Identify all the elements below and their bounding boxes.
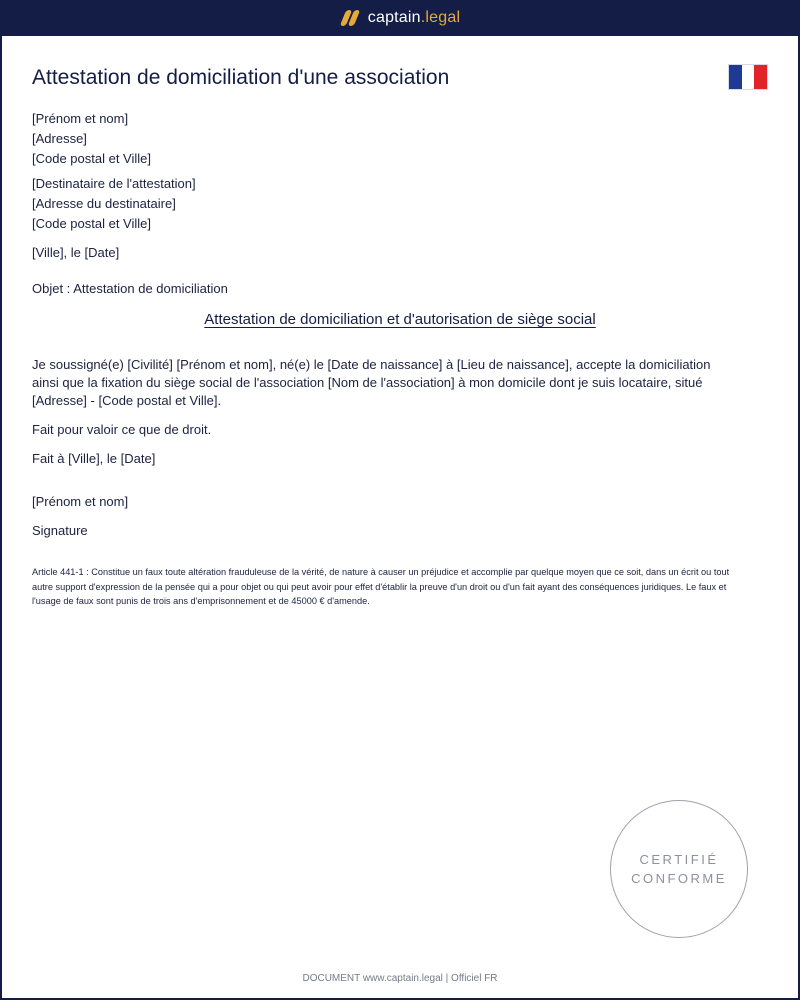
signer-name: [Prénom et nom]	[32, 494, 129, 509]
recipient-city: [Code postal et Ville]	[32, 216, 151, 231]
france-flag-icon	[729, 65, 767, 89]
stamp-line-2: CONFORME	[631, 871, 727, 886]
brand-name-suffix: .legal	[420, 9, 461, 26]
certified-stamp	[610, 800, 748, 938]
signature-label: Signature	[32, 523, 88, 538]
sender-address: [Adresse]	[32, 131, 87, 146]
object-line: Objet : Attestation de domiciliation	[32, 281, 228, 296]
sender-city: [Code postal et Ville]	[32, 151, 151, 166]
legal-notice: Article 441-1 : Constitue un faux toute altération frauduleuse de la vérité, de nature à causer un préjudice et accomplie par quelque moyen que ce soit, dans un écrit ou tout autre support d'expression de la pensée qui a pour objet ou qui peut avoir pour effet d'établir la preuve d'un droit ou d'un fait ayant des conséquences juridiques. Le faux et l'usage de faux sont punis de trois ans d'emprisonnement et de 45000 € d'amende.	[32, 567, 730, 606]
closing-line: Fait pour valoir ce que de droit.	[32, 422, 212, 437]
document-heading: Attestation de domiciliation et d'autorisation de siège social	[204, 311, 596, 328]
stamp-line-1: CERTIFIÉ	[639, 852, 719, 867]
brand-name	[368, 9, 460, 27]
document-title: Attestation de domiciliation d'une association	[32, 66, 450, 89]
footer-text: DOCUMENT www.captain.legal | Officiel FR	[302, 973, 498, 984]
done-at-line: Fait à [Ville], le [Date]	[32, 451, 156, 466]
body-paragraph: Je soussigné(e) [Civilité] [Prénom et nom], né(e) le [Date de naissance] à [Lieu de naissance], accepte la domiciliation ainsi que la fixation du siège social de l'association [Nom de l'association] à mon domicile dont je suis locataire, situé [Adresse] - [Code postal et Ville].	[32, 357, 711, 408]
captain-legal-logo-icon	[340, 9, 360, 27]
sender-name: [Prénom et nom]	[32, 111, 129, 126]
brand-name-main: captain	[367, 9, 421, 26]
brand-logo[interactable]	[340, 9, 460, 27]
recipient-address: [Adresse du destinataire]	[32, 196, 176, 211]
recipient-name: [Destinataire de l'attestation]	[32, 176, 196, 191]
top-bar	[0, 0, 800, 36]
place-and-date: [Ville], le [Date]	[32, 245, 120, 260]
